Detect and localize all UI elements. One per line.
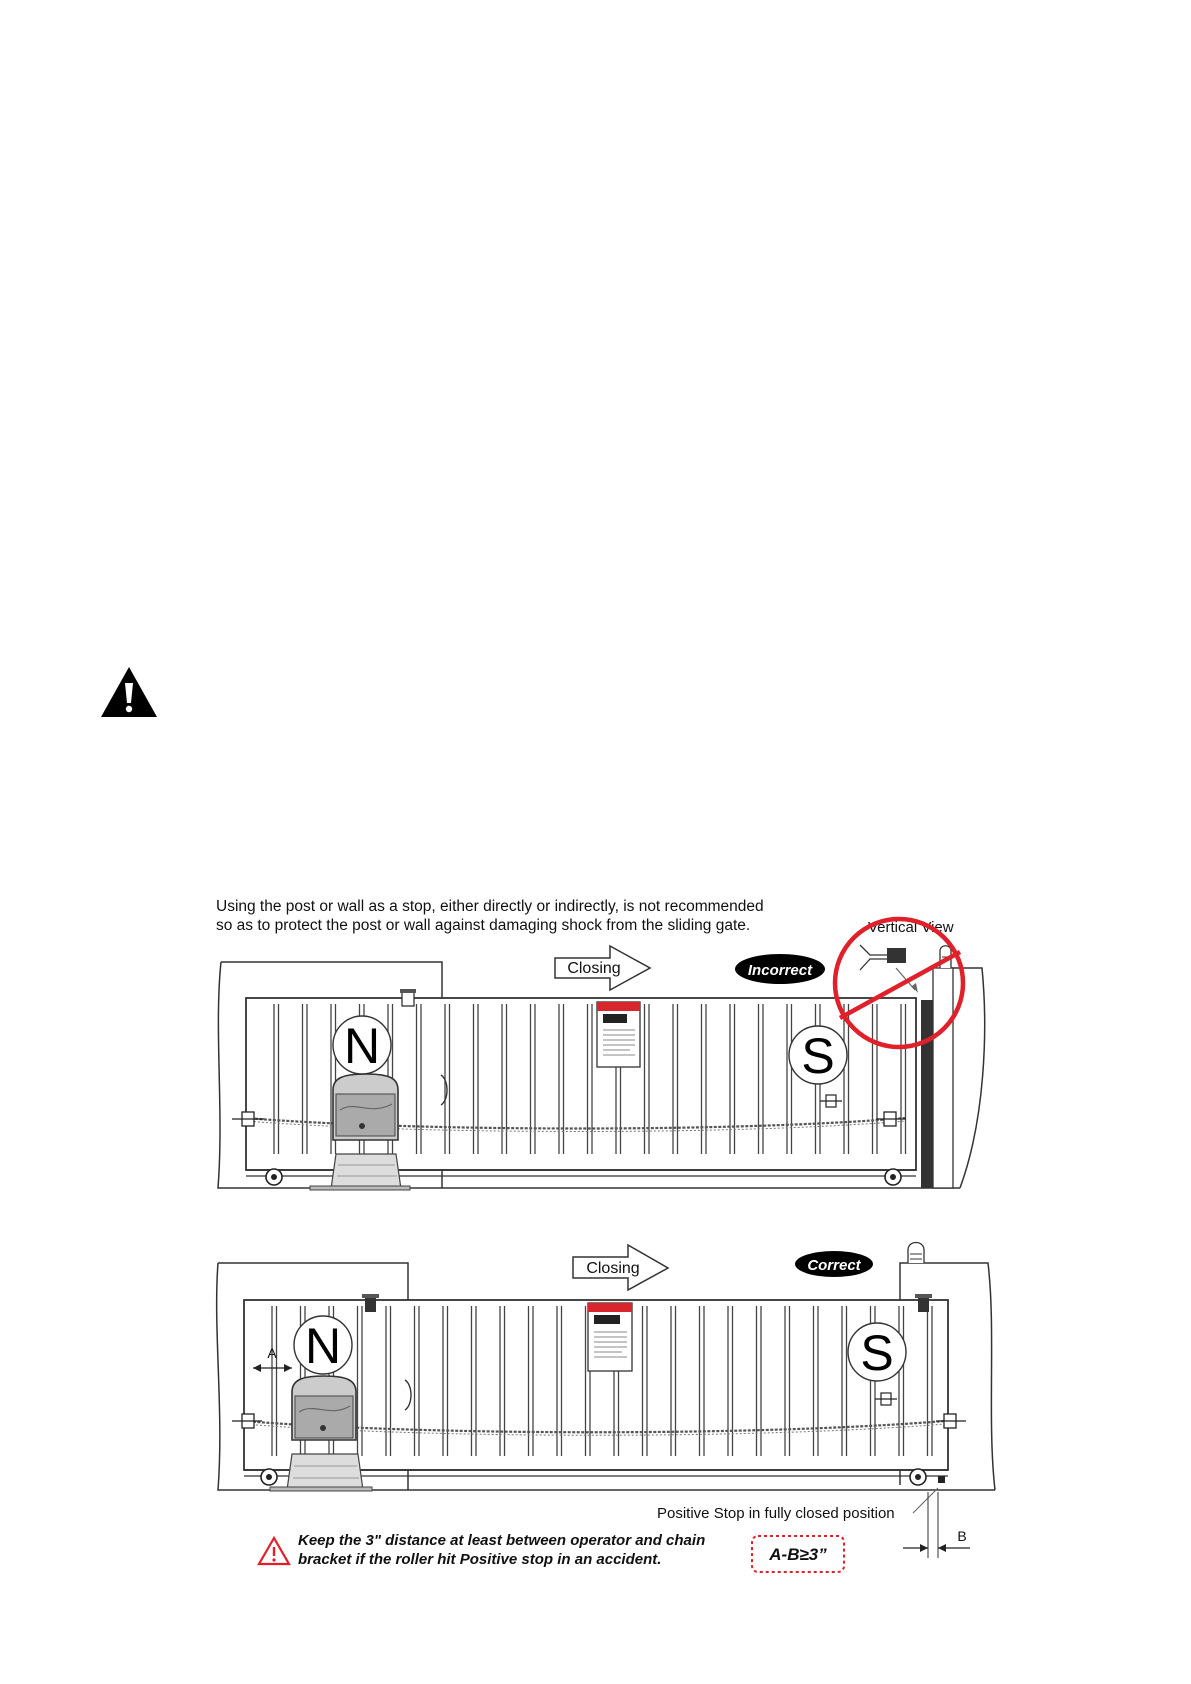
- closing-arrow-icon: [555, 946, 650, 990]
- dimension-a-label: A: [267, 1345, 277, 1361]
- distance-formula-box: [752, 1536, 844, 1572]
- positive-stop: [938, 1476, 945, 1483]
- positive-stop-label: Positive Stop in fully closed position: [657, 1505, 895, 1522]
- vertical-view-label: Vertical View: [868, 919, 954, 936]
- post-light: [908, 1243, 924, 1264]
- operator-marker-n: [333, 1016, 391, 1074]
- warning-triangle-icon: [101, 667, 157, 717]
- gate-warning-sign: [597, 1002, 640, 1067]
- status-badge-text: Correct: [807, 1257, 861, 1274]
- post-stop: [921, 1000, 933, 1188]
- closing-arrow-icon: [573, 1245, 668, 1290]
- vertical-view-inset: [860, 945, 918, 993]
- gate-warning-sign: [588, 1303, 632, 1371]
- roller-right: [910, 1469, 926, 1485]
- distance-formula: A-B≥3”: [769, 1545, 827, 1564]
- dimension-b-label: B: [957, 1528, 967, 1544]
- sensor-marker-s: [848, 1323, 906, 1381]
- incorrect-installation-figure: [216, 898, 985, 1190]
- roller-left: [266, 1169, 282, 1185]
- warning-line-2: bracket if the roller hit Positive stop in an accident.: [298, 1551, 662, 1568]
- roller-right: [885, 1169, 901, 1185]
- operator-marker-n: [294, 1316, 352, 1374]
- status-badge-correct: [795, 1251, 873, 1277]
- closing-label: Closing: [586, 1260, 640, 1277]
- caution-icon: [259, 1538, 289, 1564]
- caption-line-2: so as to protect the post or wall against damaging shock from the sliding gate.: [216, 917, 751, 934]
- status-badge-incorrect: [735, 954, 825, 984]
- sensor-marker-s: [789, 1026, 847, 1084]
- warning-line-1: Keep the 3" distance at least between operator and chain: [298, 1532, 706, 1549]
- caption-line-1: Using the post or wall as a stop, either directly or indirectly, is not recommended: [216, 898, 764, 915]
- sensor-letter: S: [801, 1028, 835, 1084]
- operator-letter: N: [343, 1018, 381, 1074]
- operator-letter: N: [304, 1318, 342, 1374]
- dimension-b: [903, 1492, 970, 1558]
- roller-left: [261, 1469, 277, 1485]
- status-badge-text: Incorrect: [747, 962, 813, 979]
- sensor-letter: S: [860, 1325, 894, 1381]
- correct-installation-figure: [217, 1243, 995, 1573]
- closing-label: Closing: [567, 960, 621, 977]
